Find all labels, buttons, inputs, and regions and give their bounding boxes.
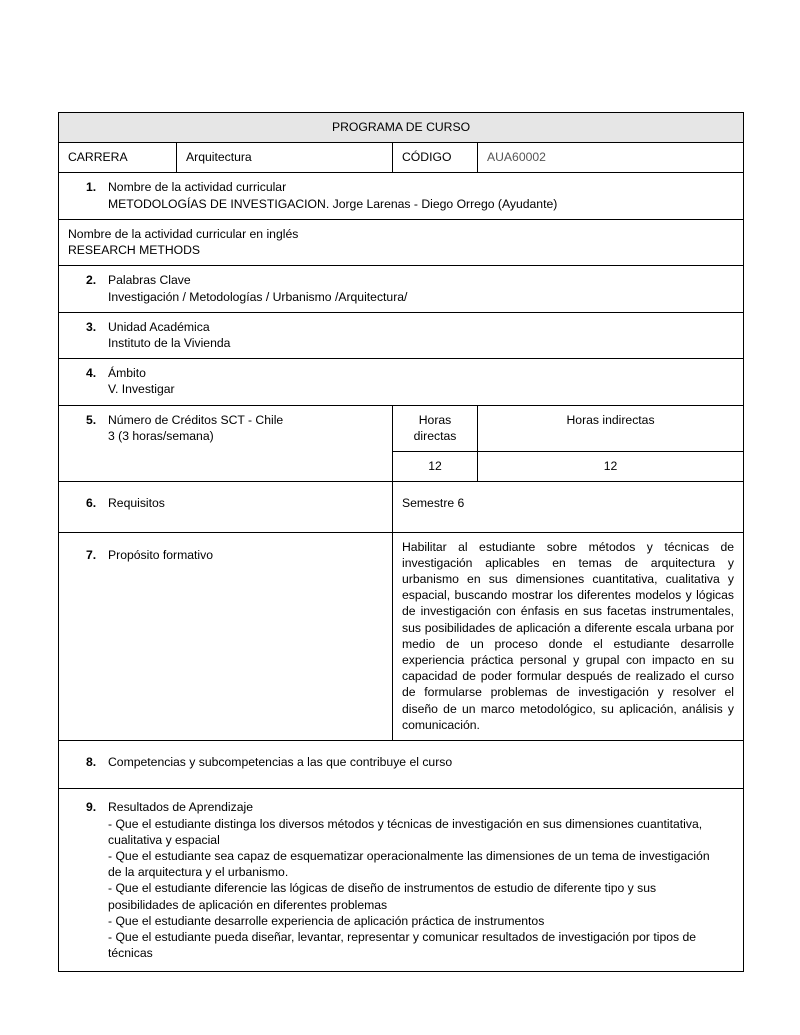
row-4-value: V. Investigar	[108, 382, 175, 397]
list-item: - Que el estudiante sea capaz de esquematizar operacionalmente las dimensiones de un tema de investigación de la arquitectura y el urbanismo.	[108, 849, 710, 880]
horas-indirectas-value: 12	[478, 452, 744, 482]
row-1-body	[108, 179, 726, 211]
row-4-label: Ámbito	[108, 366, 146, 381]
row-7-number: 7.	[86, 547, 97, 562]
row-3-label: Unidad Académica	[108, 319, 210, 334]
row-2-body	[108, 272, 726, 304]
list-item: - Que el estudiante diferencie las lógicas de diseño de instrumentos de estudio de diferente tipo y sus posibilidades de aplicación en diferentes problemas	[108, 881, 657, 912]
horas-indirectas-label: Horas indirectas	[478, 405, 744, 451]
row-2-cell	[59, 266, 744, 312]
row-2-value: Investigación / Metodologías / Urbanismo /Arquitectura/	[108, 289, 408, 304]
row-5-cell	[59, 405, 393, 482]
row-1b-value: RESEARCH METHODS	[68, 243, 201, 258]
row-7-value: Habilitar al estudiante sobre métodos y técnicas de investigación aplicables en temas de arquitectura y urbanismo en sus dimensiones cuantitativa, cualitativa y espacial, buscando mostrar los diferentes modelos y lógicas de investigación con énfasis en sus facetas instrumentales, sus posibilidades de aplicación a diferente escala urbana por medio de un proceso donde el estudiante desarrolle experiencia práctica personal y grupal con impacto en su capacidad de poder formular después de realizado el curso de formularse problemas de investigación y resolver el diseño de un marco metodológico, su aplicación, análisis y comunicación.	[393, 532, 744, 741]
row-2-label: Palabras Clave	[108, 273, 191, 288]
table-row-competencias	[59, 741, 744, 789]
row-3-value: Instituto de la Vivienda	[108, 335, 231, 350]
row-5-body	[108, 412, 375, 444]
table-row-palabras-clave	[59, 266, 744, 312]
row-6-label: Requisitos	[108, 496, 165, 511]
row-1b-label: Nombre de la actividad curricular en inglés	[68, 226, 299, 241]
table-row-proposito	[59, 532, 744, 741]
row-8-cell	[59, 741, 744, 789]
learning-outcomes-list	[108, 816, 726, 962]
carrera-value: Arquitectura	[177, 143, 393, 173]
row-1-cell	[59, 173, 744, 219]
list-item: - Que el estudiante desarrolle experiencia de aplicación práctica de instrumentos	[108, 913, 545, 928]
row-3-body	[108, 319, 726, 351]
row-6-number: 6.	[86, 496, 97, 511]
row-1b-cell	[59, 219, 744, 265]
row-5-number: 5.	[86, 412, 97, 427]
row-7-cell	[59, 532, 393, 741]
row-9-body	[108, 799, 726, 961]
row-9-cell	[59, 789, 744, 971]
table-row-unidad-academica	[59, 312, 744, 358]
row-9-number: 9.	[86, 800, 97, 815]
table-row-resultados	[59, 789, 744, 971]
row-1-value: METODOLOGÍAS DE INVESTIGACION. Jorge Larenas - Diego Orrego (Ayudante)	[108, 196, 558, 211]
row-9-label: Resultados de Aprendizaje	[108, 800, 253, 815]
row-7-label: Propósito formativo	[108, 547, 213, 562]
horas-directas-label: Horas directas	[393, 405, 478, 451]
document-title: PROGRAMA DE CURSO	[59, 113, 744, 143]
row-4-body	[108, 365, 726, 397]
row-5-value: 3 (3 horas/semana)	[108, 428, 214, 443]
row-1-number: 1.	[86, 180, 97, 195]
codigo-value: AUA60002	[478, 143, 744, 173]
list-item: - Que el estudiante pueda diseñar, levantar, representar y comunicar resultados de investigación por tipos de técnicas	[108, 930, 697, 961]
horas-directas-value: 12	[393, 452, 478, 482]
row-8-label: Competencias y subcompetencias a las que contribuye el curso	[108, 755, 453, 770]
row-2-number: 2.	[86, 273, 97, 288]
row-3-cell	[59, 312, 744, 358]
row-4-number: 4.	[86, 366, 97, 381]
table-row-title	[59, 113, 744, 143]
table-row-ambito	[59, 359, 744, 405]
carrera-label: CARRERA	[59, 143, 177, 173]
table-row-carrera	[59, 143, 744, 173]
table-row-nombre-ingles	[59, 219, 744, 265]
table-row-nombre-actividad	[59, 173, 744, 219]
row-4-cell	[59, 359, 744, 405]
list-item: - Que el estudiante distinga los diversos métodos y técnicas de investigación en sus dimensiones cuantitativa, cualitativa y espacial	[108, 816, 703, 847]
table-row-requisitos	[59, 482, 744, 532]
row-8-number: 8.	[86, 755, 97, 770]
course-program-table	[58, 112, 744, 972]
table-row-creditos	[59, 405, 744, 451]
row-5-label: Número de Créditos SCT - Chile	[108, 412, 284, 427]
row-6-value: Semestre 6	[393, 482, 744, 532]
row-1-label: Nombre de la actividad curricular	[108, 180, 287, 195]
codigo-label: CÓDIGO	[393, 143, 478, 173]
row-3-number: 3.	[86, 319, 97, 334]
row-6-cell	[59, 482, 393, 532]
